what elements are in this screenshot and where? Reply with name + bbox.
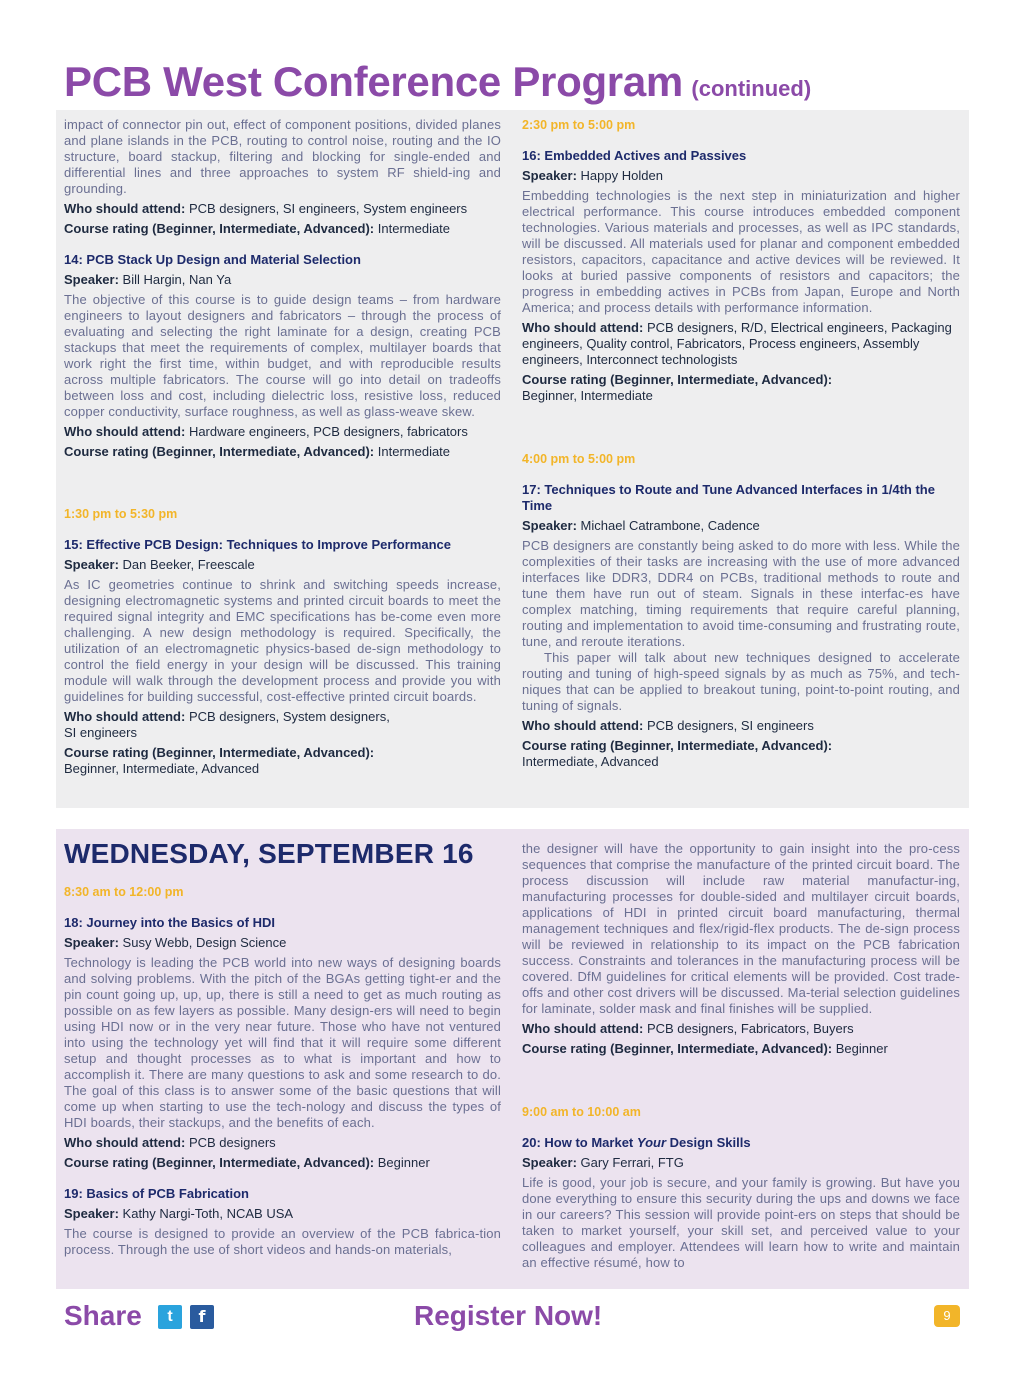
speaker-label: Speaker: (64, 935, 119, 950)
speaker-label: Speaker: (64, 1206, 119, 1221)
who-value: PCB designers, System designers, (188, 709, 390, 724)
tuesday-session-400 (522, 451, 960, 770)
page-title-continued: (continued) (691, 76, 812, 101)
rating-value: Beginner (835, 1041, 888, 1056)
speaker-label: Speaker: (522, 518, 577, 533)
rating-label: Course rating (Beginner, Intermediate, Advanced): (64, 444, 375, 459)
course-description: Life is good, your job is secure, and your family is growing. But have you done everything to ensure this security during the ups and downs we face in our careers? This session will provide point-ers on steps that should be taken to market yourself, your skill set, and perceived value to your colleagues and employer. Attendees will learn how to write and maintain an effective résumé, how to (522, 1175, 960, 1270)
rating-value: Intermediate (377, 221, 451, 236)
course-description-2: This paper will talk about new techniques designed to accelerate routing and tuning of high-speed signals by as much as 75%, and tech-niques that can be applied to breakout tuning, point-to-point routing, and tuning of signals. (522, 650, 960, 713)
course-title: 19: Basics of PCB Fabrication (64, 1186, 249, 1201)
course-description: As IC geometries continue to shrink and switching speeds increase, designing electromagnetic systems and printed circuit boards to meet the required signal integrity and EMC specifications has be-come even more challenging. A new design methodology is required. Specifically, the utilization of an electromagnetic physics-based de-sign methodology to control the field energy in your design will be discussed. This training module will walk through the development process and provide you with guidelines for building successful, cost-effective printed circuit boards. (64, 577, 501, 704)
who-value: Hardware engineers, PCB designers, fabricators (188, 424, 468, 439)
who-value: PCB designers, SI engineers, System engineers (188, 201, 468, 216)
who-label: Who should attend: (64, 709, 186, 724)
course-description: PCB designers are constantly being asked to do more with less. While the complexities of their tasks are increasing with the use of more advanced interfaces like DDR3, DDR4 on PCBs, traditional methods to route and tune them have run out of steam. Signals in these interfac-es have complex matching, timing requirements that require careful planning, routing and implementation to avoid time-consuming and frustrating route, tune, and reroute iterations. (522, 538, 960, 649)
who-label: Who should attend: (522, 718, 644, 733)
rating-label: Course rating (Beginner, Intermediate, Advanced): (64, 221, 375, 236)
who-value: PCB designers, SI engineers (646, 718, 814, 733)
speaker-label: Speaker: (64, 272, 119, 287)
tuesday-column-right (522, 117, 960, 404)
who-label: Who should attend: (522, 320, 644, 335)
day-heading: WEDNESDAY, SEPTEMBER 16 (64, 838, 474, 869)
rating-value: Beginner, Intermediate, Advanced (64, 761, 260, 776)
page-title (64, 58, 964, 106)
course-14 (64, 252, 501, 460)
share-label: Share (64, 1300, 142, 1331)
course-description: The objective of this course is to guide design teams – from hardware engineers to layout designers and fabricators – through the process of evaluating and selecting the right laminate for a design, creating PCB stackups that meet the requirements of complex, multilayer boards that work right the first time, within budget, and with reproducible results across multiple fabricators. The course will go into detail on tradeoffs between loss and cost, including dielectric loss, resistive loss, reduced copper conductivity, surface roughness, as well as glass-weave skew. (64, 292, 501, 419)
speaker-label: Speaker: (522, 168, 577, 183)
twitter-icon[interactable]: t (158, 1305, 182, 1329)
wednesday-session-900 (522, 1104, 960, 1271)
course-description: Embedding technologies is the next step in miniaturization and higher electrical performance. This course introduces embedded component technologies. Various materials and processes, as well as IPC standards, will be discussed. All materials used for planar and component embedded resistors, capacitors, capacitance and active devices will be reviewed. It looks at buried passive components of resistors and capacitors; the progress in embedding actives in PCBs from Japan, Europe and North America; and process details with performance information. (522, 188, 960, 315)
session-time: 4:00 pm to 5:00 pm (522, 452, 636, 466)
course-13-continued (64, 117, 501, 237)
course-description: The course is designed to provide an overview of the PCB fabrica-tion process. Through the use of short videos and hands-on materials, (64, 1226, 501, 1257)
course-19 (64, 1186, 501, 1258)
register-now-link[interactable]: Register Now! (414, 1300, 603, 1331)
who-value: PCB designers, Fabricators, Buyers (646, 1021, 854, 1036)
who-value: PCB designers (188, 1135, 276, 1150)
course-title: 18: Journey into the Basics of HDI (64, 915, 275, 930)
course-title: 16: Embedded Actives and Passives (522, 148, 747, 163)
wednesday-column-left (64, 884, 501, 1258)
who-label: Who should attend: (64, 424, 186, 439)
tuesday-column-left (64, 117, 501, 460)
speaker-value: Dan Beeker, Freescale (122, 557, 255, 572)
who-label: Who should attend: (64, 201, 186, 216)
rating-label: Course rating (Beginner, Intermediate, Advanced): (522, 372, 833, 387)
speaker-value: Gary Ferrari, FTG (580, 1155, 684, 1170)
session-time: 9:00 am to 10:00 am (522, 1105, 641, 1119)
rating-value: Intermediate, Advanced (522, 754, 659, 769)
session-time: 1:30 pm to 5:30 pm (64, 507, 178, 521)
tuesday-session-130 (64, 506, 501, 777)
speaker-label: Speaker: (64, 557, 119, 572)
course-description: impact of connector pin out, effect of component positions, divided planes and plane islands in the PCB, routing to control noise, routing and the IO structure, board stackup, filtering and blocking for single-ended and differential lines and three approaches to system RF shield-ing and grounding. (64, 117, 501, 196)
rating-label: Course rating (Beginner, Intermediate, Advanced): (522, 738, 833, 753)
rating-value: Intermediate (377, 444, 451, 459)
who-value-cont: SI engineers (64, 725, 137, 740)
course-description: Technology is leading the PCB world into new ways of designing boards and solving problems. With the pitch of the BGAs getting tight-er and the pin count going up, up, up, there is still a need to get as much routing as possible on as few layers as possible. Many design-ers will need to begin using HDI now or in the very near future. Those who have not ventured into using the technology yet will find that it will require some different setup and thought processes as to what is important and how to accomplish it. There are many questions to ask and some research to do. The goal of this class is to answer some of the basic questions that will come up when starting to use the tech-nology and discuss the types of HDI boards, their stackups, and the benefits of each. (64, 955, 501, 1130)
rating-value: Beginner, Intermediate (522, 388, 653, 403)
session-time: 8:30 am to 12:00 pm (64, 885, 184, 899)
speaker-value: Happy Holden (580, 168, 663, 183)
course-title: 15: Effective PCB Design: Techniques to Improve Performance (64, 537, 451, 552)
who-label: Who should attend: (64, 1135, 186, 1150)
page-number: 9 (934, 1305, 960, 1327)
rating-label: Course rating (Beginner, Intermediate, Advanced): (64, 1155, 375, 1170)
course-title: 20: How to Market Your Design Skills (522, 1135, 751, 1150)
speaker-value: Michael Catrambone, Cadence (580, 518, 760, 533)
rating-label: Course rating (Beginner, Intermediate, Advanced): (64, 745, 375, 760)
who-label: Who should attend: (522, 1021, 644, 1036)
course-description-cont: the designer will have the opportunity to gain insight into the pro-cess sequences that comprise the manufacture of the printed circuit board. The process discussion will include raw material manufactur-ing, manufacturing processes for double-sided and multilayer circuit boards, applications of HDI in printed circuit board manufacturing, thermal management techniques and flex/rigid-flex products. The de-sign process will be reviewed in relationship to its impact on the PCB fabrication success. Constraints and tolerances in the manufacturing process will be covered. DfM guidelines for critical elements will be provided. Cost trade-offs and other cost drivers will be discussed. Ma-terial selection guidelines for laminate, solder mask and final finishes will be supplied. (522, 841, 960, 1016)
facebook-icon[interactable]: f (190, 1305, 214, 1329)
speaker-value: Bill Hargin, Nan Ya (122, 272, 232, 287)
rating-label: Course rating (Beginner, Intermediate, Advanced): (522, 1041, 833, 1056)
course-title: 14: PCB Stack Up Design and Material Selection (64, 252, 361, 267)
wednesday-column-right (522, 841, 960, 1057)
speaker-label: Speaker: (522, 1155, 577, 1170)
page-title-text: PCB West Conference Program (64, 58, 683, 105)
speaker-value: Kathy Nargi-Toth, NCAB USA (122, 1206, 294, 1221)
rating-value: Beginner (377, 1155, 430, 1170)
course-18 (64, 915, 501, 1171)
course-title: 17: Techniques to Route and Tune Advanced Interfaces in 1/4th the Time (522, 482, 935, 513)
session-time: 2:30 pm to 5:00 pm (522, 118, 636, 132)
speaker-value: Susy Webb, Design Science (122, 935, 287, 950)
who-value: PCB designers, R/D, Electrical engineers, Packaging engineers, Quality control, Fabricators, Process engineers, Assembly engineers, Interconnect technologists (522, 320, 952, 367)
